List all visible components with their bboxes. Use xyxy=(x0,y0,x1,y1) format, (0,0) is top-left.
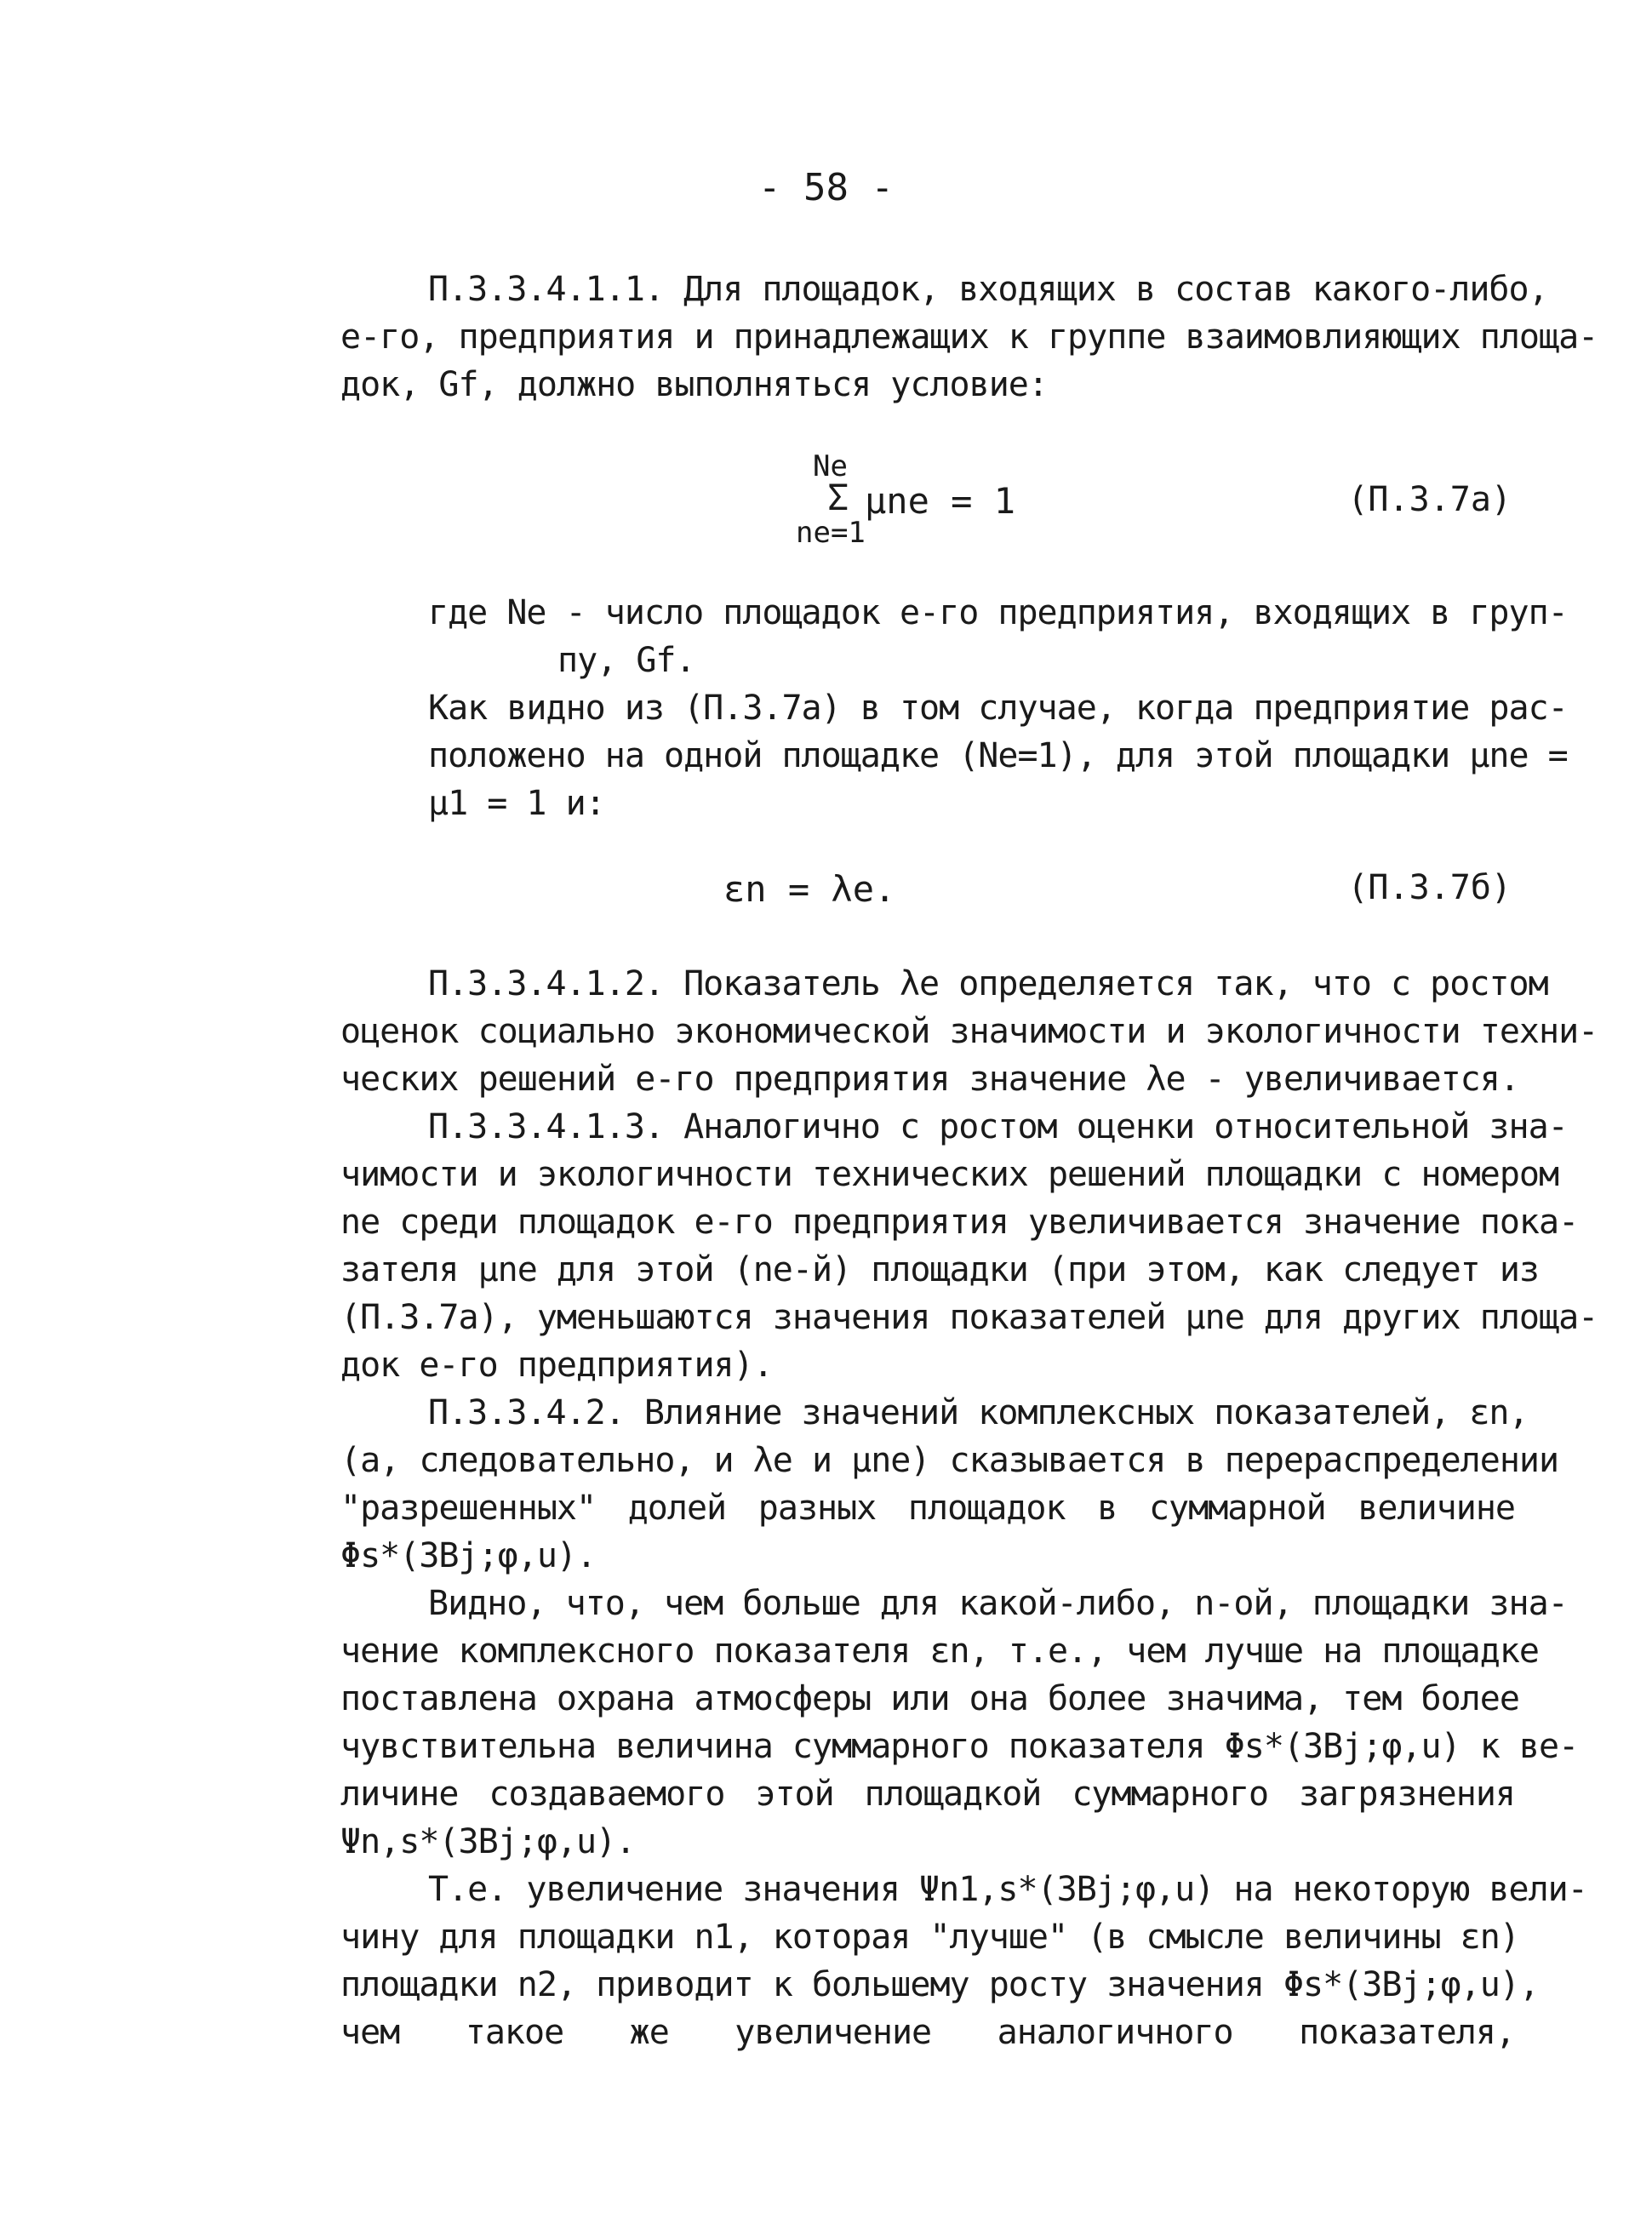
text-line: П.3.3.4.1.3. Аналогично с ростом оценки относительной зна- xyxy=(428,1107,1568,1146)
sum-upper-limit: Ne xyxy=(813,449,848,483)
text-line: μ1 = 1 и: xyxy=(428,784,605,823)
formula-7a-body: μne = 1 xyxy=(865,480,1016,522)
page-number: - 58 - xyxy=(758,166,894,209)
text-line: Ψn,s*(ЗВj;φ,u). xyxy=(340,1822,636,1861)
text-line: площадки n2, приводит к большему росту значения Φs*(ЗВj;φ,u), xyxy=(340,1965,1540,2004)
text-line: чину для площадки n1, которая "лучше" (в смысле величины εn) xyxy=(340,1918,1519,1957)
equation-number-7a: (П.3.7а) xyxy=(1347,480,1512,519)
text-line: П.3.3.4.2. Влияние значений комплексных показателей, εn, xyxy=(428,1393,1529,1432)
sum-lower-limit: ne=1 xyxy=(796,516,866,550)
text-line: Как видно из (П.3.7а) в том случае, когда предприятие рас- xyxy=(428,689,1568,728)
text-line: чувствительна величина суммарного показателя Φs*(ЗВj;φ,u) к ве- xyxy=(340,1727,1579,1766)
text-line: е-го, предприятия и принадлежащих к группе взаимовлияющих площа- xyxy=(340,317,1598,357)
formula-7b-body: εn = λe. xyxy=(723,868,896,910)
text-line: "разрешенных" долей разных площадок в суммарной величине xyxy=(340,1489,1515,1528)
text-line: чение комплексного показателя εn, т.е., чем лучше на площадке xyxy=(340,1632,1540,1671)
text-line: П.3.3.4.1.2. Показатель λe определяется так, что с ростом xyxy=(428,964,1548,1003)
text-line: чимости и экологичности технических решений площадки с номером xyxy=(340,1155,1559,1194)
text-line: Видно, что, чем больше для какой-либо, n-ой, площадки зна- xyxy=(428,1584,1568,1623)
equation-number-7b: (П.3.7б) xyxy=(1347,868,1512,907)
text-line: ческих решений е-го предприятия значение λe - увеличивается. xyxy=(340,1060,1519,1099)
text-line: где Ne - число площадок е-го предприятия, входящих в груп- xyxy=(428,593,1568,632)
sum-sigma: Σ xyxy=(827,477,849,518)
text-line: док е-го предприятия). xyxy=(340,1346,773,1385)
text-line: оценок социально экономической значимости и экологичности техни- xyxy=(340,1012,1598,1051)
text-line: Т.е. увеличение значения Ψn1,s*(ЗВj;φ,u) на некоторую вели- xyxy=(428,1870,1587,1909)
text-line: положено на одной площадке (Ne=1), для этой площадки μne = xyxy=(428,736,1568,775)
text-line: личине создаваемого этой площадкой суммарного загрязнения xyxy=(340,1775,1515,1814)
text-line: чем такое же увеличение аналогичного показателя, xyxy=(340,2013,1515,2052)
text-line: ne среди площадок е-го предприятия увеличивается значение пока- xyxy=(340,1203,1579,1242)
text-line: зателя μne для этой (ne-й) площадки (при этом, как следует из xyxy=(340,1250,1540,1289)
text-line: пу, Gf. xyxy=(557,641,695,680)
text-line: док, Gf, должно выполняться условие: xyxy=(340,365,1048,404)
text-line: (а, следовательно, и λe и μne) сказывается в перераспределении xyxy=(340,1441,1559,1480)
text-line: поставлена охрана атмосферы или она более значима, тем более xyxy=(340,1679,1519,1718)
text-line: П.3.3.4.1.1. Для площадок, входящих в состав какого-либо, xyxy=(428,270,1548,309)
text-line: (П.3.7а), уменьшаются значения показателей μne для других площа- xyxy=(340,1298,1598,1337)
text-line: Φs*(ЗВj;φ,u). xyxy=(340,1536,597,1575)
